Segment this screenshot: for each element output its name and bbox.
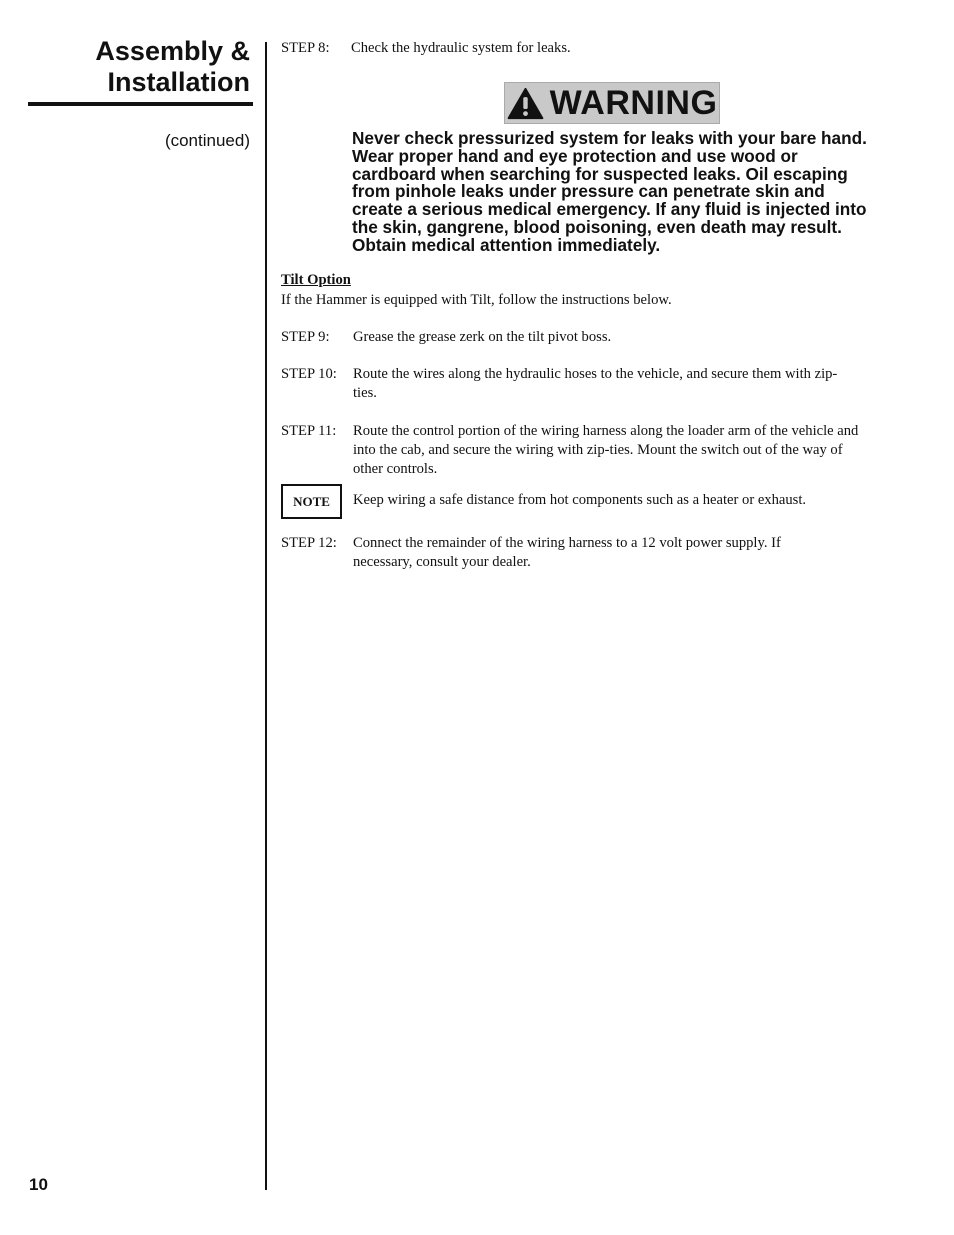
section-title (28, 36, 250, 98)
step-9 (281, 328, 881, 347)
step-text: Route the control portion of the wiring harness along the loader arm of the vehicle and into the cab, and secure the wiring with zip-ties. Mount the switch out of the way of other controls. (353, 423, 859, 477)
step-12 (281, 534, 881, 572)
section-title-line-2: Installation (107, 67, 250, 97)
step-label: STEP 10: (281, 366, 337, 382)
step-text: Grease the grease zerk on the tilt pivot boss. (353, 329, 612, 345)
step-label: STEP 9: (281, 329, 330, 345)
step-label: STEP 11: (281, 423, 337, 439)
continued-label: (continued) (164, 131, 250, 150)
warning-text: Never check pressurized system for leaks with your bare hand. Wear proper hand and eye protection and use wood or cardboard when searching for suspected leaks. Oil escaping from pinhole leaks under pressure can penetrate skin and create a serious medical emergency. If any fluid is injected into the skin, gangrene, blood poisoning, even death may result. Obtain medical attention immediately. (352, 128, 867, 255)
tilt-option-intro: If the Hammer is equipped with Tilt, follow the instructions below. (281, 292, 672, 308)
step-10 (281, 365, 881, 403)
step-text: Check the hydraulic system for leaks. (351, 40, 571, 56)
step-label: STEP 12: (281, 535, 337, 551)
note-badge: NOTE (281, 484, 342, 519)
step-11 (281, 422, 881, 479)
step-text: Route the wires along the hydraulic hoses to the vehicle, and secure them with zip-ties. (353, 366, 838, 401)
section-title-line-1: Assembly & (95, 36, 250, 66)
step-8 (281, 39, 881, 58)
column-divider (265, 42, 267, 1190)
tilt-option-heading: Tilt Option (281, 272, 351, 288)
step-text: Connect the remainder of the wiring harness to a 12 volt power supply. If necessary, consult your dealer. (353, 535, 781, 570)
warning-banner (504, 82, 720, 124)
warning-label: WARNING (549, 84, 718, 122)
note-text: Keep wiring a safe distance from hot components such as a heater or exhaust. (353, 492, 807, 508)
step-label: STEP 8: (281, 40, 330, 56)
warning-triangle-icon (507, 87, 544, 120)
section-title-rule (28, 102, 253, 106)
page-number: 10 (29, 1175, 48, 1194)
